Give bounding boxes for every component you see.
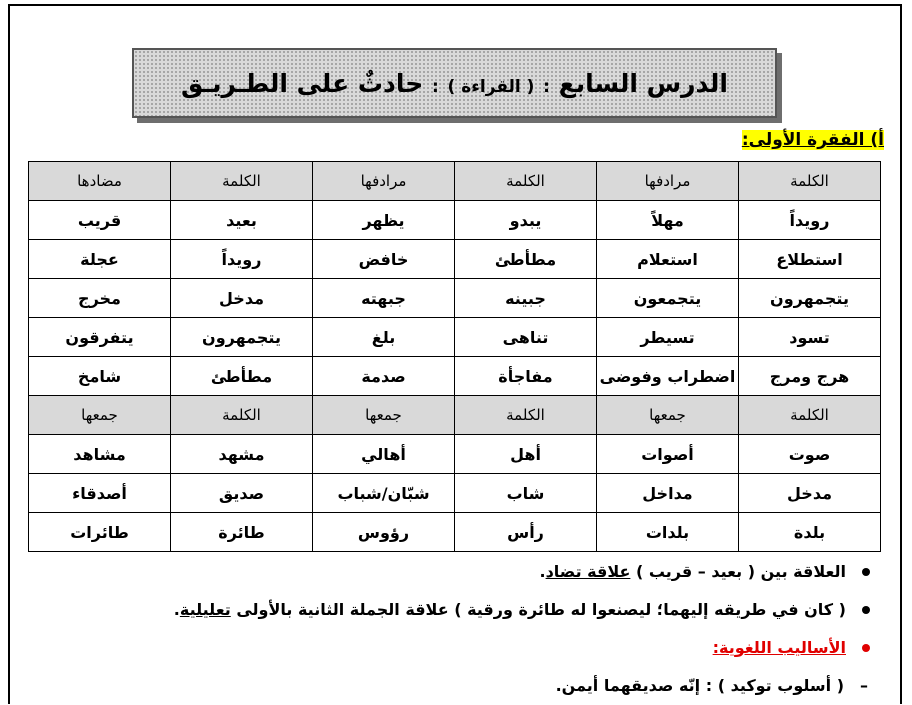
table-cell: رأس — [455, 513, 597, 552]
table-cell: طائرات — [29, 513, 171, 552]
table-cell: أصدقاء — [29, 474, 171, 513]
table-cell: مدخل — [739, 474, 881, 513]
header-cell: الكلمة — [739, 162, 881, 201]
table-row — [29, 240, 881, 279]
note-text-main: العلاقة بين ( بعيد – قريب ) — [630, 562, 846, 581]
table-row — [29, 357, 881, 396]
note-item-relation-reason — [40, 591, 870, 629]
table-cell: بعيد — [171, 201, 313, 240]
bullet-icon — [862, 606, 870, 614]
table-cell: يبدو — [455, 201, 597, 240]
table-header-row — [29, 396, 881, 435]
table-cell: قريب — [29, 201, 171, 240]
table-cell: اضطراب وفوضى — [597, 357, 739, 396]
table-cell: استطلاع — [739, 240, 881, 279]
table-cell: مطأطئ — [171, 357, 313, 396]
note-text: ( أسلوب توكيد ) : إنّه صديقهما أيمن. — [555, 676, 844, 695]
table-cell: خافض — [313, 240, 455, 279]
table-cell: مشاهد — [29, 435, 171, 474]
table-cell: شبّان/شباب — [313, 474, 455, 513]
note-item-relation-opposite — [40, 553, 870, 591]
table-cell: صوت — [739, 435, 881, 474]
table-cell: أصوات — [597, 435, 739, 474]
table-cell: طائرة — [171, 513, 313, 552]
section-label-text: أ) الفقرة الأولى: — [741, 130, 884, 150]
header-cell: جمعها — [313, 396, 455, 435]
note-item-emphasis-style — [40, 667, 870, 705]
table-cell: مهلاً — [597, 201, 739, 240]
note-emphasis: علاقة تضاد — [545, 562, 631, 581]
table-cell: رويداً — [171, 240, 313, 279]
note-text-main: ( كان في طريقه إليهما؛ ليصنعوا له طائرة ورقية ) علاقة الجملة الثانية بالأولى — [230, 600, 846, 619]
lesson-name: حادثٌ على الطـريـق — [181, 68, 424, 98]
table-cell: مطأطئ — [455, 240, 597, 279]
table-cell: شامخ — [29, 357, 171, 396]
header-cell: جمعها — [597, 396, 739, 435]
lesson-title — [181, 69, 728, 98]
table-cell: تسيطر — [597, 318, 739, 357]
note-emphasis: تعليلية — [179, 600, 231, 619]
table-cell: صديق — [171, 474, 313, 513]
table-header-row — [29, 162, 881, 201]
section-label — [742, 130, 884, 150]
note-end: . — [173, 600, 180, 619]
note-text — [540, 557, 847, 587]
table-cell: بلغ — [313, 318, 455, 357]
bullet-icon — [862, 568, 870, 576]
table-cell: رؤوس — [313, 513, 455, 552]
table-cell: يتفرقون — [29, 318, 171, 357]
header-cell: مرادفها — [313, 162, 455, 201]
table-row — [29, 201, 881, 240]
header-cell: الكلمة — [739, 396, 881, 435]
header-cell: الكلمة — [171, 396, 313, 435]
table-cell: يتجمهرون — [739, 279, 881, 318]
table-cell: تسود — [739, 318, 881, 357]
table-cell: يظهر — [313, 201, 455, 240]
table-row — [29, 279, 881, 318]
table-cell: مداخل — [597, 474, 739, 513]
title-colon-2: : — [431, 76, 439, 97]
table-cell: يتجمهرون — [171, 318, 313, 357]
lesson-number: الدرس السابع — [558, 68, 728, 98]
lesson-title-box — [132, 48, 777, 118]
title-colon-1: : — [543, 76, 550, 97]
table-cell: أهالي — [313, 435, 455, 474]
table-cell: مدخل — [171, 279, 313, 318]
table-cell: مخرج — [29, 279, 171, 318]
header-cell: الكلمة — [455, 162, 597, 201]
table-cell: يتجمعون — [597, 279, 739, 318]
table-row — [29, 474, 881, 513]
table-cell: بلدة — [739, 513, 881, 552]
dash-icon: – — [860, 676, 868, 695]
table-cell: تناهى — [455, 318, 597, 357]
table-row — [29, 513, 881, 552]
header-cell: جمعها — [29, 396, 171, 435]
note-item-linguistic-styles — [40, 629, 870, 667]
note-heading: الأساليب اللغوية: — [712, 638, 846, 657]
table-cell: صدمة — [313, 357, 455, 396]
table-cell: مشهد — [171, 435, 313, 474]
table-cell: شاب — [455, 474, 597, 513]
header-cell: الكلمة — [455, 396, 597, 435]
vocabulary-table — [28, 161, 881, 552]
table-cell: رويداً — [739, 201, 881, 240]
table-cell: جبهته — [313, 279, 455, 318]
note-text — [174, 595, 846, 625]
table-cell: بلدات — [597, 513, 739, 552]
table-cell: جبينه — [455, 279, 597, 318]
table-cell: عجلة — [29, 240, 171, 279]
table-cell: مفاجأة — [455, 357, 597, 396]
header-cell: الكلمة — [171, 162, 313, 201]
note-end: . — [539, 562, 546, 581]
table-cell: استعلام — [597, 240, 739, 279]
lesson-section: ( القراءة ) — [447, 76, 535, 97]
header-cell: مرادفها — [597, 162, 739, 201]
header-cell: مضادها — [29, 162, 171, 201]
table-cell: أهل — [455, 435, 597, 474]
table-row — [29, 318, 881, 357]
table-row — [29, 435, 881, 474]
notes-list — [40, 553, 870, 705]
table-cell: هرج ومرج — [739, 357, 881, 396]
bullet-icon — [862, 644, 870, 652]
